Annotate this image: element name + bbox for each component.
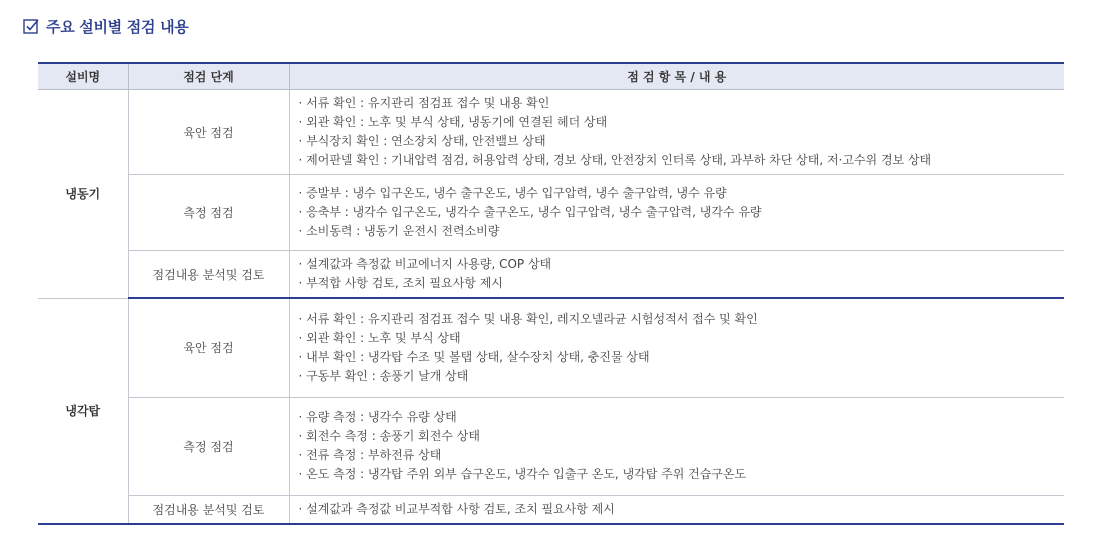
list-item: · 유량 측정 : 냉각수 유량 상태 — [298, 410, 457, 424]
list-item: · 전류 측정 : 부하전류 상태 — [298, 448, 442, 462]
items-cell — [289, 397, 1064, 495]
stage-cell: 점검내용 분석및 검토 — [128, 495, 289, 524]
list-item: · 서류 확인 : 유지관리 점검표 접수 및 내용 확인 — [298, 96, 550, 110]
table-header-row — [38, 63, 1064, 90]
inspection-table — [38, 62, 1064, 525]
table-row — [38, 90, 1064, 175]
items-cell — [289, 90, 1064, 175]
list-item: · 구동부 확인 : 송풍기 날개 상태 — [298, 368, 469, 383]
checkbox-icon — [23, 18, 39, 34]
list-item: · 응축부 : 냉각수 입구온도, 냉각수 출구온도, 냉수 입구압력, 냉수 출구압력, 냉각수 유량 — [298, 205, 762, 219]
table-row — [38, 175, 1064, 251]
stage-cell: 육안 점검 — [128, 90, 289, 175]
header-stage: 점검 단계 — [128, 63, 289, 90]
list-item: · 서류 확인 : 유지관리 점검표 접수 및 내용 확인, 레지오넬라균 시험성적서 접수 및 확인 — [298, 311, 758, 326]
table-row — [38, 397, 1064, 495]
list-item: · 외관 확인 : 노후 및 부식 상태 — [298, 330, 461, 345]
stage-cell: 점검내용 분석및 검토 — [128, 251, 289, 299]
list-item: · 제어판넬 확인 : 기내압력 점검, 허용압력 상태, 경보 상태, 안전장치 인터록 상태, 과부하 차단 상태, 저·고수위 경보 상태 — [298, 153, 932, 167]
table-row — [38, 495, 1064, 524]
list-item: · 설계값과 측정값 비교부적합 사항 검토, 조치 필요사항 제시 — [298, 501, 615, 516]
stage-cell: 측정 점검 — [128, 397, 289, 495]
items-cell — [289, 298, 1064, 397]
list-item: · 회전수 측정 : 송풍기 회전수 상태 — [298, 429, 480, 443]
equipment-name: 냉각탑 — [38, 298, 128, 524]
list-item: · 부식장치 확인 : 연소장치 상태, 안전밸브 상태 — [298, 134, 546, 148]
list-item: · 소비동력 : 냉동기 운전시 전력소비량 — [298, 224, 500, 238]
stage-cell: 측정 점검 — [128, 175, 289, 251]
stage-cell: 육안 점검 — [128, 298, 289, 397]
header-items: 점 검 항 목 / 내 용 — [289, 63, 1064, 90]
items-cell — [289, 495, 1064, 524]
table-row — [38, 298, 1064, 397]
equipment-name: 냉동기 — [38, 90, 128, 299]
section-heading — [23, 14, 188, 38]
header-equipment: 설비명 — [38, 63, 128, 90]
items-cell — [289, 175, 1064, 251]
table-row — [38, 251, 1064, 299]
list-item: · 부적합 사항 검토, 조치 필요사항 제시 — [298, 276, 503, 290]
list-item: · 증발부 : 냉수 입구온도, 냉수 출구온도, 냉수 입구압력, 냉수 출구압력, 냉수 유량 — [298, 186, 727, 200]
items-cell — [289, 251, 1064, 299]
list-item: · 설계값과 측정값 비교에너지 사용량, COP 상태 — [298, 257, 552, 271]
list-item: · 내부 확인 : 냉각탑 수조 및 볼탭 상태, 살수장치 상태, 충진물 상태 — [298, 349, 650, 364]
section-title: 주요 설비별 점검 내용 — [46, 17, 189, 36]
list-item: · 온도 측정 : 냉각탑 주위 외부 습구온도, 냉각수 입출구 온도, 냉각탑 주위 건습구온도 — [298, 467, 747, 481]
list-item: · 외관 확인 : 노후 및 부식 상태, 냉동기에 연결된 헤더 상태 — [298, 115, 608, 129]
